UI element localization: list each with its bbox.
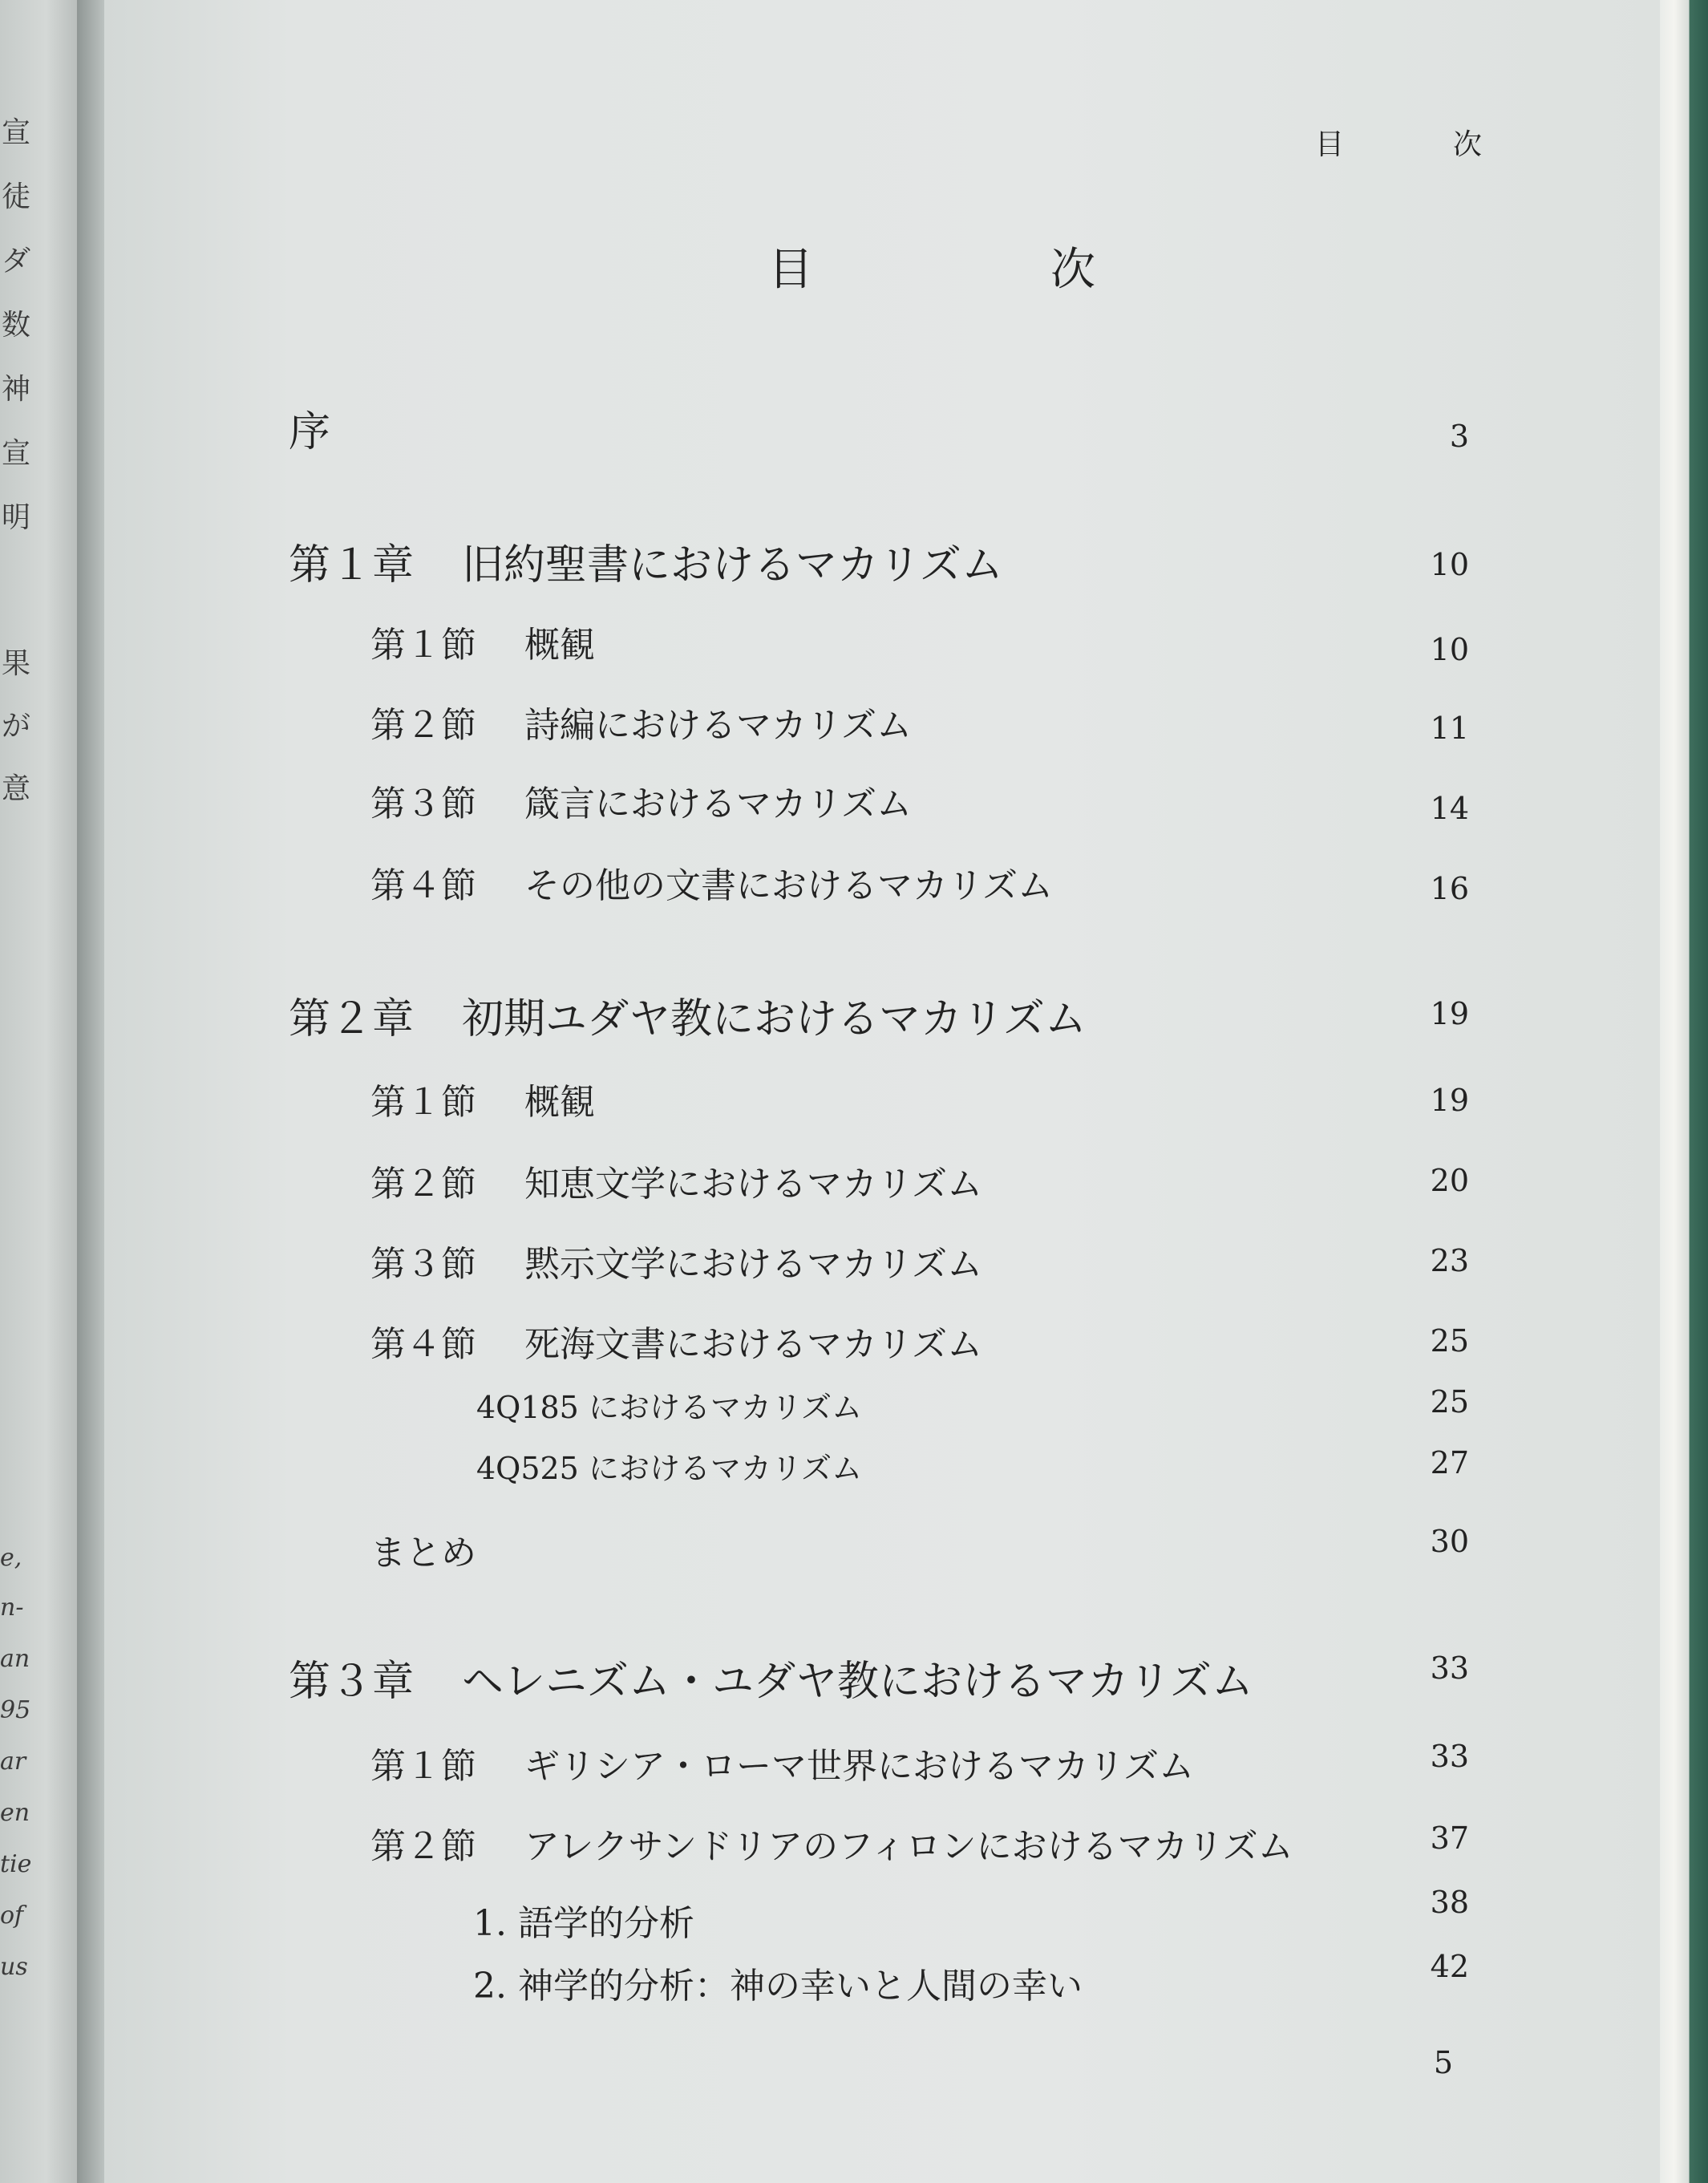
toc-page-number: 27 <box>1430 1445 1469 1480</box>
chapter-label: 第２章 <box>289 995 415 1043</box>
section-title: 概観 <box>524 625 595 666</box>
section-label: 第２節 <box>370 705 476 746</box>
page-edge <box>1660 0 1708 2183</box>
toc-preface[interactable]: 序 <box>289 408 331 456</box>
toc-section[interactable] <box>370 1235 982 1286</box>
left-page-latin: an <box>0 1645 30 1673</box>
item-title: 神学的分析：神の幸いと人間の幸い <box>517 1966 1083 2007</box>
toc-page-number: 19 <box>1430 1083 1469 1118</box>
toc-section[interactable] <box>370 857 1053 908</box>
toc-page-number: 10 <box>1430 632 1469 667</box>
toc-section[interactable] <box>370 1817 1293 1869</box>
left-page-char: 意 <box>1 772 30 805</box>
section-title: アレクサンドリアのフィロンにおけるマカリズム <box>524 1826 1293 1867</box>
left-page-latin: n- <box>0 1594 24 1622</box>
section-title: 知恵文学におけるマカリズム <box>524 1164 983 1205</box>
left-page-char: 明 <box>1 501 30 534</box>
toc-page-number: 25 <box>1430 1384 1469 1420</box>
toc-subsection[interactable]: 4Q525 におけるマカリズム <box>476 1451 863 1486</box>
section-label: 第３節 <box>370 1244 476 1285</box>
section-title: 死海文書におけるマカリズム <box>524 1324 983 1365</box>
left-page-latin: ar <box>0 1748 26 1776</box>
left-page-latin: e, <box>0 1544 22 1572</box>
toc-item[interactable] <box>473 1957 1083 2008</box>
section-title: 概観 <box>524 1082 595 1123</box>
left-page-char: 神 <box>1 373 30 406</box>
section-title: 詩編におけるマカリズム <box>524 705 913 746</box>
folio-page-number: 5 <box>1433 2045 1453 2080</box>
section-title: 箴言におけるマカリズム <box>524 784 913 824</box>
toc-page-number: 33 <box>1430 1739 1469 1774</box>
toc-chapter-2[interactable] <box>289 985 1087 1045</box>
section-label: 第３節 <box>370 784 476 824</box>
toc-summary[interactable]: まとめ <box>370 1533 476 1573</box>
left-page-char: 宣 <box>1 437 30 470</box>
left-page-char: ダ <box>1 245 30 277</box>
section-label: 第１節 <box>370 1082 476 1123</box>
left-facing-page <box>0 0 77 2183</box>
toc-page-number: 3 <box>1449 419 1469 454</box>
toc-page-number: 33 <box>1430 1650 1469 1686</box>
section-title: ギリシア・ローマ世界におけるマカリズム <box>524 1746 1195 1787</box>
section-label: 第２節 <box>370 1164 476 1205</box>
left-page-latin: tie <box>0 1850 32 1878</box>
section-label: 第４節 <box>370 865 476 906</box>
section-label: 第２節 <box>370 1826 476 1867</box>
chapter-label: 第１章 <box>289 541 415 589</box>
left-page-char: が <box>1 710 30 743</box>
toc-page-number: 37 <box>1430 1821 1469 1856</box>
section-title: その他の文書におけるマカリズム <box>524 865 1054 906</box>
section-label: 第１節 <box>370 625 476 666</box>
left-page-char: 宣 <box>1 116 30 149</box>
item-number: 2. <box>473 1966 507 2007</box>
item-number: 1. <box>473 1903 507 1944</box>
toc-chapter-3[interactable] <box>289 1647 1253 1707</box>
left-page-latin: en <box>0 1799 30 1827</box>
toc-page-number: 10 <box>1430 547 1469 582</box>
toc-section[interactable] <box>370 1073 595 1124</box>
toc-page-number: 14 <box>1430 791 1469 826</box>
toc-section[interactable] <box>370 1315 982 1367</box>
toc-page-number: 30 <box>1430 1524 1469 1559</box>
toc-page-number: 25 <box>1430 1323 1469 1359</box>
left-page-char: 数 <box>1 309 30 342</box>
left-page-char: 果 <box>1 647 30 680</box>
section-label: 第４節 <box>370 1324 476 1365</box>
toc-page-number: 38 <box>1430 1885 1469 1920</box>
left-page-char: 徒 <box>1 180 30 213</box>
toc-section[interactable] <box>370 696 912 747</box>
toc-section[interactable] <box>370 775 912 826</box>
running-header: 目 次 <box>1315 128 1523 161</box>
chapter-label: 第３章 <box>289 1658 415 1706</box>
left-page-latin: us <box>0 1953 28 1981</box>
toc-page-number: 11 <box>1430 711 1469 746</box>
toc-page-number: 19 <box>1430 996 1469 1031</box>
toc-page-number: 23 <box>1430 1243 1469 1278</box>
section-label: 第１節 <box>370 1746 476 1787</box>
item-title: 語学的分析 <box>517 1903 694 1944</box>
chapter-title: 旧約聖書におけるマカリズム <box>462 541 1003 589</box>
left-page-latin: 95 <box>0 1696 31 1724</box>
page-title: 目 次 <box>768 244 1192 296</box>
toc-section[interactable] <box>370 1155 982 1206</box>
toc-page-number: 16 <box>1430 871 1469 906</box>
toc-page-number: 20 <box>1430 1163 1469 1198</box>
toc-subsection[interactable]: 4Q185 におけるマカリズム <box>476 1390 863 1425</box>
toc-chapter-1[interactable] <box>289 531 1003 591</box>
toc-page-number: 42 <box>1430 1949 1469 1984</box>
toc-item[interactable] <box>473 1894 694 1946</box>
section-title: 黙示文学におけるマカリズム <box>524 1244 983 1285</box>
toc-section[interactable] <box>370 1737 1194 1788</box>
toc-section[interactable] <box>370 616 595 667</box>
chapter-title: ヘレニズム・ユダヤ教におけるマカリズム <box>462 1658 1253 1706</box>
left-page-latin: of <box>0 1902 24 1930</box>
chapter-title: 初期ユダヤ教におけるマカリズム <box>462 995 1087 1043</box>
